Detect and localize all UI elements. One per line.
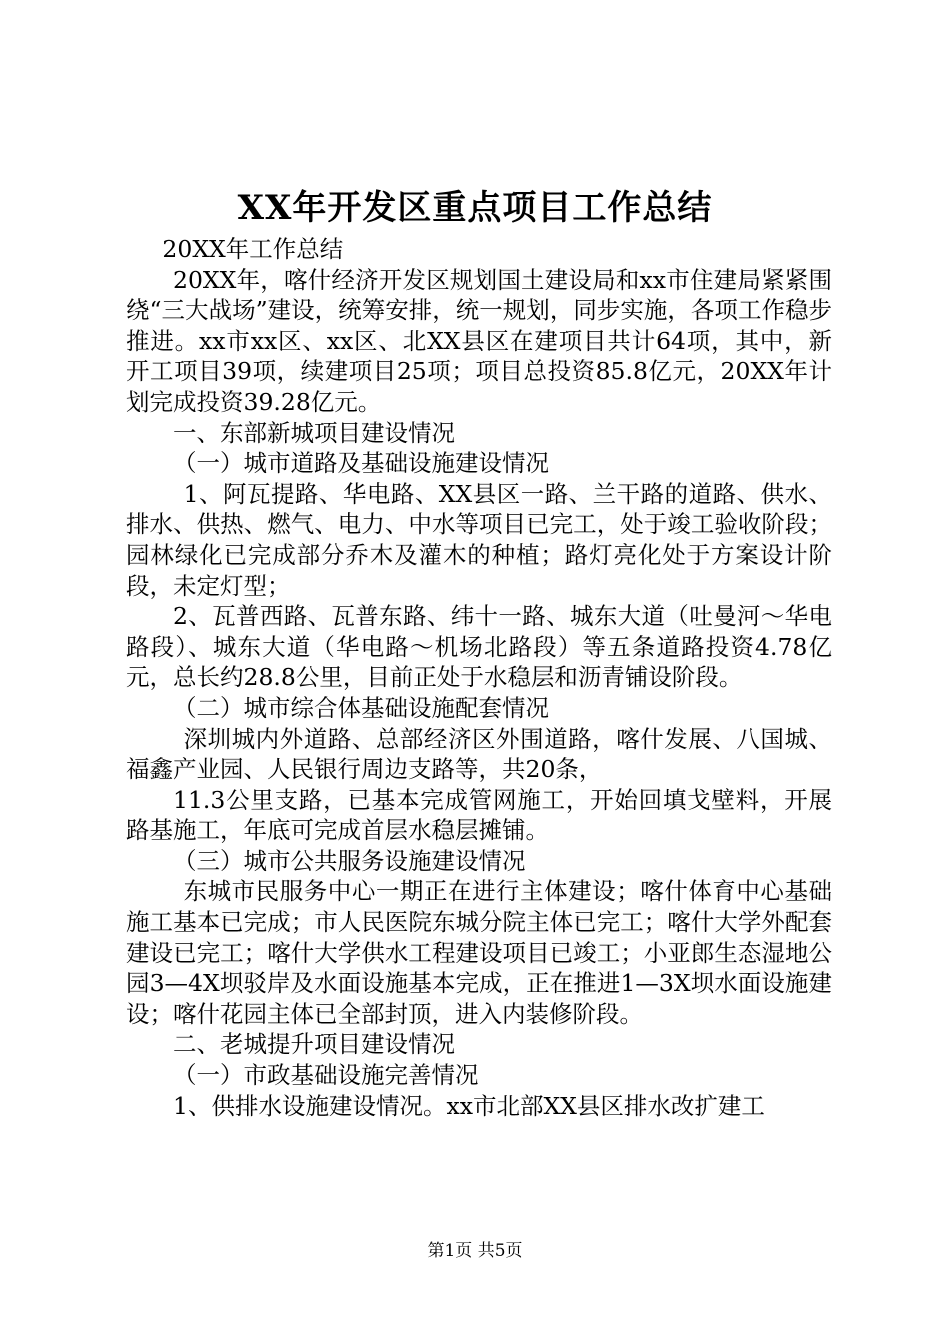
document-title: XX年开发区重点项目工作总结 (237, 188, 713, 228)
heading-subsection-1-2: （二）城市综合体基础设施配套情况 (173, 693, 549, 722)
document-body (126, 234, 832, 1121)
paragraph-branch-roads: 11.3公里支路，已基本完成管网施工，开始回填戈壁料，开展路基施工，年底可完成首层水稳层摊铺。 (126, 785, 832, 845)
paragraph-public-services: 东城市民服务中心一期正在进行主体建设；喀什体育中心基础施工基本已完成；市人民医院东城分院主体已完工；喀什大学外配套建设已完工；喀什大学供水工程建设项目已竣工；小亚郎生态湿地公园3—4X坝驳岸及水面设施基本完成，正在推进1—3X坝水面设施建设；喀什花园主体已全部封顶，进入内装修阶段。 (126, 877, 832, 1028)
page-footer: 第1页 共5页 (427, 1241, 523, 1261)
paragraph-subtitle: 20XX年工作总结 (162, 235, 344, 263)
heading-subsection-1-3: （三）城市公共服务设施建设情况 (173, 846, 526, 875)
paragraph-drainage: 1、供排水设施建设情况。xx市北部XX县区排水改扩建工 (173, 1091, 765, 1120)
paragraph-item-1: 1、阿瓦提路、华电路、XX县区一路、兰干路的道路、供水、排水、供热、燃气、电力、中水等项目已完工，处于竣工验收阶段；园林绿化已完成部分乔木及灌木的种植；路灯亮化处于方案设计阶段，未定灯型； (126, 479, 832, 600)
paragraph-complex-roads: 深圳城内外道路、总部经济区外围道路，喀什发展、八国城、福鑫产业园、人民银行周边支路等，共20条， (126, 724, 832, 784)
heading-section-2: 二、老城提升项目建设情况 (173, 1030, 455, 1059)
paragraph-item-2: 2、瓦普西路、瓦普东路、纬十一路、城东大道（吐曼河～华电路段）、城东大道（华电路～机场北路段）等五条道路投资4.78亿元，总长约28.8公里，目前正处于水稳层和沥青铺设阶段。 (126, 602, 832, 692)
paragraph-intro: 20XX年，喀什经济开发区规划国土建设局和xx市住建局紧紧围绕“三大战场”建设，统筹安排，统一规划，同步实施，各项工作稳步推进。xx市xx区、xx区、北XX县区在建项目共计64项，其中，新开工项目39项，续建项目25项；项目总投资85.8亿元，20XX年计划完成投资39.28亿元。 (126, 265, 832, 416)
heading-subsection-2-1: （一）市政基础设施完善情况 (173, 1061, 479, 1090)
heading-section-1: 一、东部新城项目建设情况 (173, 418, 455, 447)
heading-subsection-1-1: （一）城市道路及基础设施建设情况 (173, 449, 549, 478)
